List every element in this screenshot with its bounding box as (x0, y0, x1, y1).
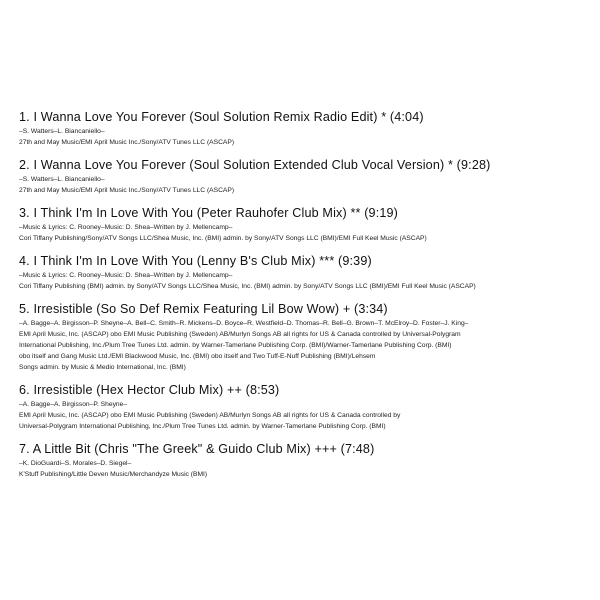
track-list (19, 110, 589, 490)
publishing-credits: Cori Tiffany Publishing/Sony/ATV Songs LLC/Shea Music, Inc. (BMI) admin. by Sony/ATV Songs LLC (BMI)/EMI Full Keel Music (ASCAP) (19, 235, 427, 242)
track-title: 7. A Little Bit (Chris "The Greek" & Guido Club Mix) +++ (7:48) (19, 442, 375, 456)
track-item-2 (19, 158, 589, 196)
track-credits (19, 126, 589, 148)
songwriter-credits: –Music & Lyrics: C. Rooney–Music: D. Shea–Written by J. Mellencamp– (19, 272, 233, 279)
track-title: 4. I Think I'm In Love With You (Lenny B's Club Mix) *** (9:39) (19, 254, 372, 268)
track-item-5 (19, 302, 589, 373)
track-credits (19, 270, 589, 292)
track-credits (19, 458, 589, 480)
track-credits (19, 399, 589, 432)
songwriter-credits: –A. Bagge–A. Birgisson–P. Sheyne–A. Bell–C. Smith–R. Mickens–D. Boyce–R. Westfield–D. Thomas–R. Bell–G. Brown–T. McElroy–D. Foster–J. King– (19, 320, 469, 327)
track-item-4 (19, 254, 589, 292)
publishing-credits: 27th and May Music/EMI April Music Inc./Sony/ATV Tunes LLC (ASCAP) (19, 139, 235, 146)
track-item-6 (19, 383, 589, 432)
songwriter-credits: –Music & Lyrics: C. Rooney–Music: D. Shea–Written by J. Mellencamp– (19, 224, 233, 231)
track-credits (19, 318, 589, 373)
track-item-1 (19, 110, 589, 148)
publishing-credits: International Publishing, Inc./Plum Tree Tunes Ltd. admin. by Warner-Tamerlane Publishing Corp. (BMI)/Warner-Tamerlane Publishing Corp. (BMI) (19, 342, 452, 349)
publishing-credits: Cori Tiffany Publishing (BMI) admin. by Sony/ATV Songs LLC/Shea Music, Inc. (BMI) admin. by Sony/ATV Songs LLC (BMI)/EMI Full Keel Music (ASCAP) (19, 283, 476, 290)
track-item-3 (19, 206, 589, 244)
publishing-credits: EMI April Music, Inc. (ASCAP) obo EMI Music Publishing (Sweden) AB/Murlyn Songs AB all rights for US & Canada controlled by Universal-Polygram (19, 331, 461, 338)
publishing-credits: EMI April Music, Inc. (ASCAP) obo EMI Music Publishing (Sweden) AB/Murlyn Songs AB all rights for US & Canada controlled by (19, 412, 401, 419)
publishing-credits: K'Stuff Publishing/Little Deven Music/Merchandyze Music (BMI) (19, 471, 208, 478)
songwriter-credits: –K. DioGuardi–S. Morales–D. Siegel– (19, 460, 132, 467)
track-credits (19, 222, 589, 244)
track-title: 5. Irresistible (So So Def Remix Featuring Lil Bow Wow) + (3:34) (19, 302, 388, 316)
songwriter-credits: –A. Bagge–A. Birgisson–P. Sheyne– (19, 401, 128, 408)
track-credits (19, 174, 589, 196)
publishing-credits: obo itself and Gang Music Ltd./EMI Blackwood Music, Inc. (BMI) obo itself and Two Tuff-E-Nuff Publishing (BMI)/Lehsem (19, 353, 376, 360)
songwriter-credits: –S. Watters–L. Biancaniello– (19, 128, 105, 135)
track-item-7 (19, 442, 589, 480)
publishing-credits: Songs admin. by Music & Medio International, Inc. (BMI) (19, 364, 186, 371)
track-title: 2. I Wanna Love You Forever (Soul Solution Extended Club Vocal Version) * (9:28) (19, 158, 491, 172)
publishing-credits: Universal-Polygram International Publishing, Inc./Plum Tree Tunes Ltd. admin. by Warner-Tamerlane Publishing Corp. (BMI) (19, 423, 386, 430)
track-title: 3. I Think I'm In Love With You (Peter Rauhofer Club Mix) ** (9:19) (19, 206, 399, 220)
track-title: 1. I Wanna Love You Forever (Soul Solution Remix Radio Edit) * (4:04) (19, 110, 424, 124)
track-title: 6. Irresistible (Hex Hector Club Mix) ++ (8:53) (19, 383, 280, 397)
publishing-credits: 27th and May Music/EMI April Music Inc./Sony/ATV Tunes LLC (ASCAP) (19, 187, 235, 194)
songwriter-credits: –S. Watters–L. Biancaniello– (19, 176, 105, 183)
